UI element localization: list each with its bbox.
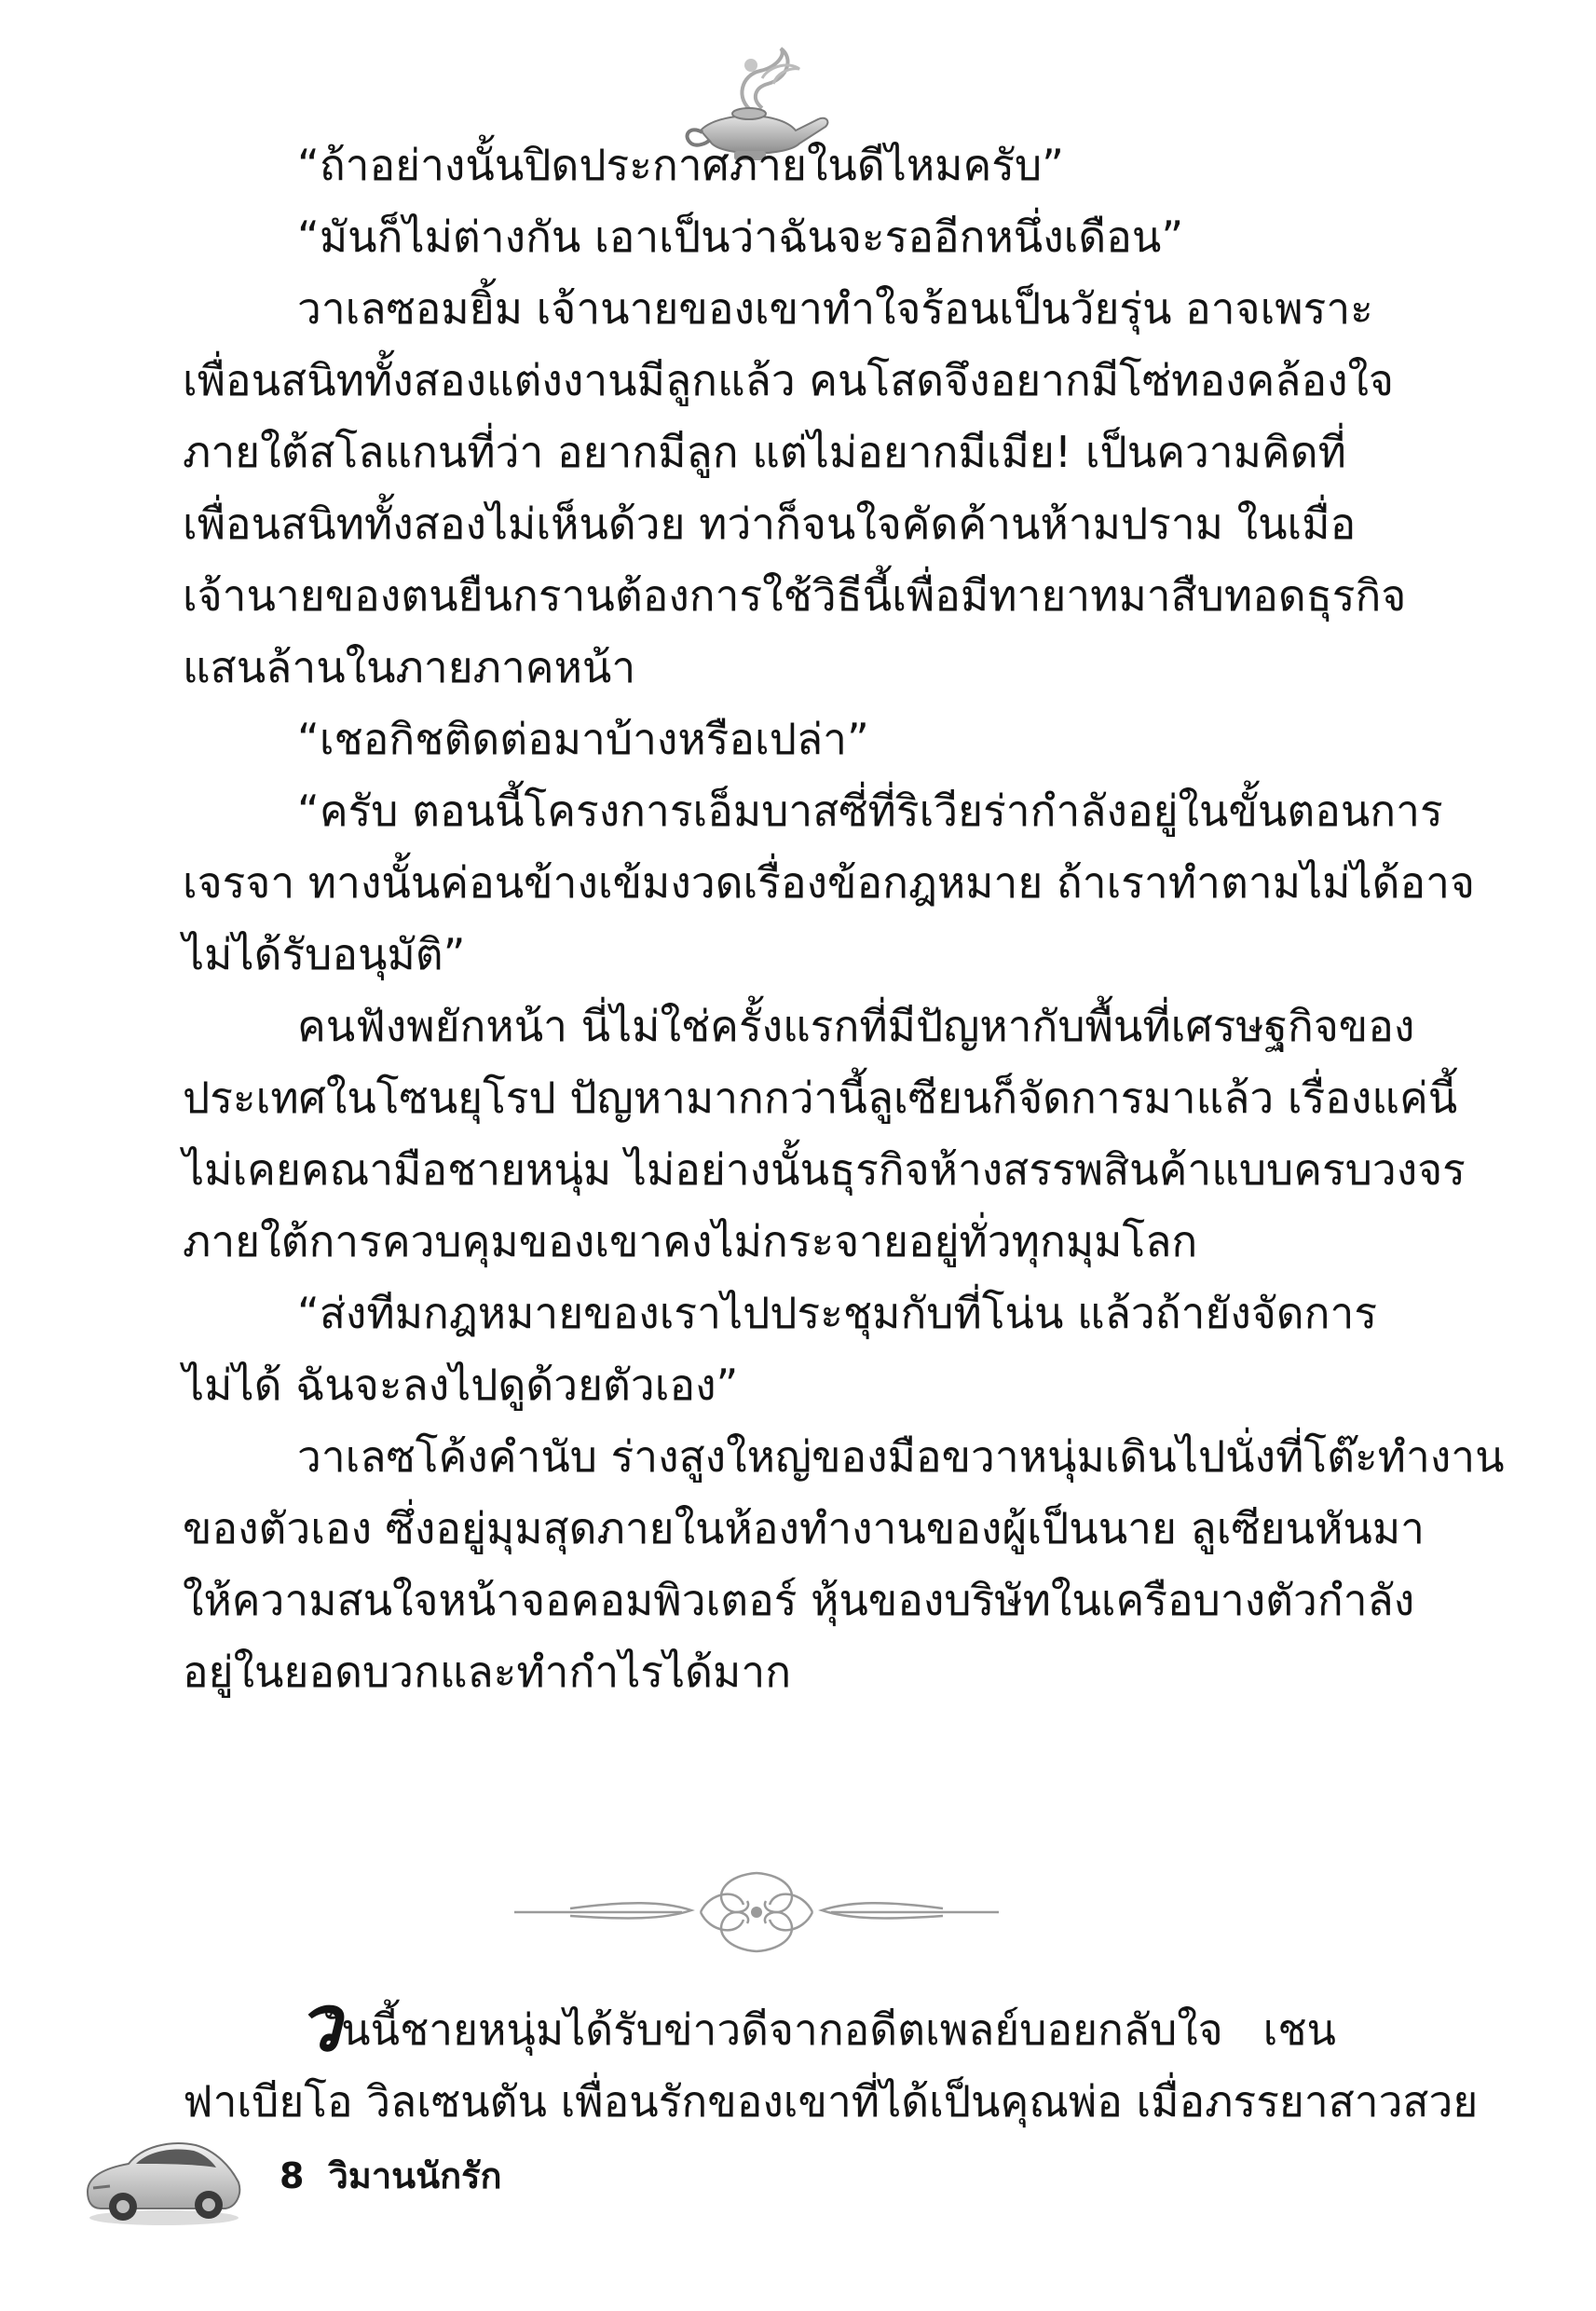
body-text [183, 130, 1505, 1708]
paragraph-line: ไม่เคยคณามือชายหนุ่ม ไม่อย่างนั้นธุรกิจห้างสรรพสินค้าแบบครบวงจร [183, 1144, 1466, 1195]
drop-cap: ว [297, 1977, 342, 2069]
paragraph-line: เพื่อนสนิททั้งสองแต่งงานมีลูกแล้ว คนโสดจึงอยากมีโซ่ทองคล้องใจ [183, 355, 1394, 405]
paragraph-line: ของตัวเอง ซึ่งอยู่มุมสุดภายในห้องทำงานของผู้เป็นนาย ลูเซียนหันมา [183, 1503, 1425, 1553]
paragraph-line: ภายใต้การควบคุมของเขาคงไม่กระจายอยู่ทั่วทุกมุมโลก [183, 1216, 1198, 1266]
paragraph-line: ไม่ได้ ฉันจะลงไปดูด้วยตัวเอง” [183, 1360, 739, 1410]
paragraph-line: “เชอกิชติดต่อมาบ้างหรือเปล่า” [297, 714, 869, 764]
section-two-text [183, 1977, 1479, 2138]
paragraph-line [183, 1977, 1336, 2069]
paragraph-line: ฟาเบียโอ วิลเซนตัน เพื่อนรักของเขาที่ได้เป็นคุณพ่อ เมื่อภรรยาสาวสวย [183, 2076, 1479, 2126]
paragraph-line: วาเลซอมยิ้ม เจ้านายของเขาทำใจร้อนเป็นวัยรุ่น อาจเพราะ [297, 283, 1373, 334]
sports-car-icon [80, 2113, 248, 2230]
paragraph-line: “มันก็ไม่ต่างกัน เอาเป็นว่าฉันจะรออีกหนึ่งเดือน” [297, 212, 1184, 262]
paragraph-line: ภายใต้สโลแกนที่ว่า อยากมีลูก แต่ไม่อยากมีเมีย! เป็นความคิดที่ [183, 427, 1346, 477]
ornamental-divider-icon [514, 1864, 999, 1957]
paragraph-line: “ครับ ตอนนี้โครงการเอ็มบาสซี่ที่ริเวียร่ากำลังอยู่ในขั้นตอนการ [297, 786, 1443, 836]
paragraph-line: แสนล้านในภายภาคหน้า [183, 642, 636, 692]
paragraph-line: ประเทศในโซนยุโรป ปัญหามากกว่านี้ลูเซียนก็จัดการมาแล้ว เรื่องแค่นี้ [183, 1073, 1458, 1123]
paragraph-line-rest: ันนี้ชายหนุ่มได้รับข่าวดีจากอดีตเพลย์บอยกลับใจ เชน [341, 2004, 1336, 2055]
paragraph-line: วาเลซโค้งคำนับ ร่างสูงใหญ่ของมือขวาหนุ่มเดินไปนั่งที่โต๊ะทำงาน [297, 1431, 1505, 1482]
paragraph-line: คนฟังพยักหน้า นี่ไม่ใช่ครั้งแรกที่มีปัญหากับพื้นที่เศรษฐกิจของ [297, 1001, 1415, 1051]
page-number: 8 [280, 2155, 305, 2196]
book-title: วิมานนักรัก [328, 2155, 502, 2196]
paragraph-line: ให้ความสนใจหน้าจอคอมพิวเตอร์ หุ้นของบริษัทในเครือบางตัวกำลัง [183, 1575, 1415, 1625]
page-footer [280, 2148, 502, 2204]
paragraph-line: อยู่ในยอดบวกและทำกำไรได้มาก [183, 1647, 792, 1697]
paragraph-line: เพื่อนสนิททั้งสองไม่เห็นด้วย ทว่าก็จนใจคัดค้านห้ามปราม ในเมื่อ [183, 499, 1357, 549]
paragraph-line: เจ้านายของตนยืนกรานต้องการใช้วิธีนี้เพื่อมีทายาทมาสืบทอดธุรกิจ [183, 570, 1407, 621]
paragraph-line: ไม่ได้รับอนุมัติ” [183, 929, 466, 979]
paragraph-line: เจรจา ทางนั้นค่อนข้างเข้มงวดเรื่องข้อกฎหมาย ถ้าเราทำตามไม่ได้อาจ [183, 857, 1475, 908]
paragraph-line: “ส่งทีมกฎหมายของเราไปประชุมกับที่โน่น แล้วถ้ายังจัดการ [297, 1288, 1378, 1338]
paragraph-line: “ถ้าอย่างนั้นปิดประกาศภายในดีไหมครับ” [297, 140, 1065, 190]
